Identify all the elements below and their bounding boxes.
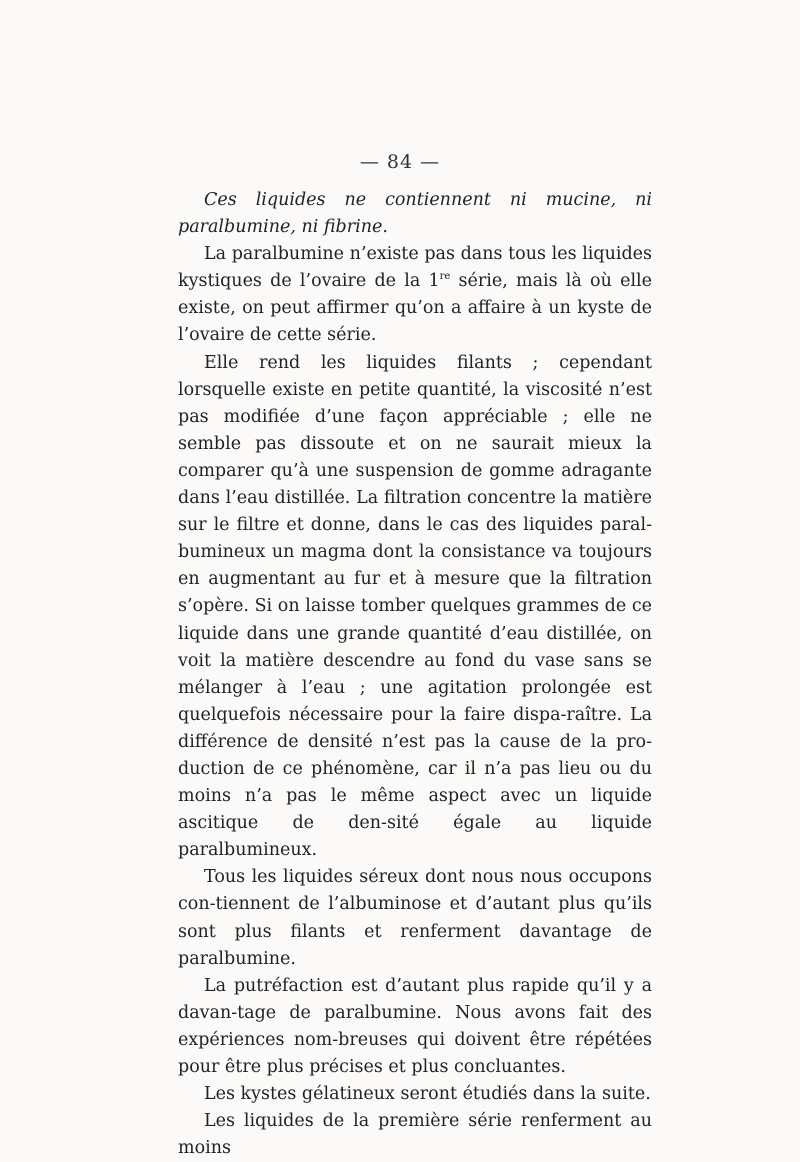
paragraph-2-part-b: série, mais là où elle existe, on peut affirmer qu’on a affaire à un kyste de l’ovaire de cette série.: [178, 271, 652, 346]
paragraph-2: [178, 241, 652, 349]
ordinal-superscript: re: [439, 271, 451, 283]
paragraph-5: La putréfaction est d’autant plus rapide qu’il y a davan-tage de paralbumine. Nous avons fait des expériences nom-breuses qui doivent être répétées pour être plus précises et plus concluantes.: [178, 975, 652, 1077]
body-text: [178, 187, 652, 1162]
paragraph-4: Tous les liquides séreux dont nous nous occupons con-tiennent de l’albuminose et d’autant plus qu’ils sont plus filants et renferment davantage de paralbumine.: [178, 867, 652, 969]
paragraph-6: Les kystes gélatineux seront étudiés dans la suite.: [204, 1084, 651, 1105]
paragraph-7: Les liquides de la première série renferment au moins: [178, 1111, 652, 1159]
paragraph-2-part-a: La paralbumine n’existe pas dans tous les liquides kystiques de l’ovaire de la 1: [178, 244, 652, 292]
paragraph-3: Elle rend les liquides filants ; cependant lorsquelle existe en petite quantité, la viscosité n’est pas modifiée d’une façon appréciable ; elle ne semble pas dissoute et on ne saurait mieux la comparer qu’à une suspension de gomme adragante dans l’eau distillée. La filtration concentre la matière sur le filtre et donne, dans le cas des liquides paral-bumineux un magma dont la consistance va toujours en augmentant au fur et à mesure que la filtration s’opère. Si on laisse tomber quelques grammes de ce liquide dans une grande quantité d’eau distillée, on voit la matière descendre au fond du vase sans se mélanger à l’eau ; une agitation prolongée est quelquefois nécessaire pour la faire dispa-raître. La différence de densité n’est pas la cause de la pro-duction de ce phénomène, car il n’a pas lieu ou du moins n’a pas le même aspect avec un liquide ascitique de den-sité égale au liquide paralbumineux.: [178, 352, 652, 861]
paragraph-1: Ces liquides ne contiennent ni mucine, ni paralbumine, ni fibrine.: [178, 190, 652, 238]
page-number: — 84 —: [359, 151, 441, 173]
